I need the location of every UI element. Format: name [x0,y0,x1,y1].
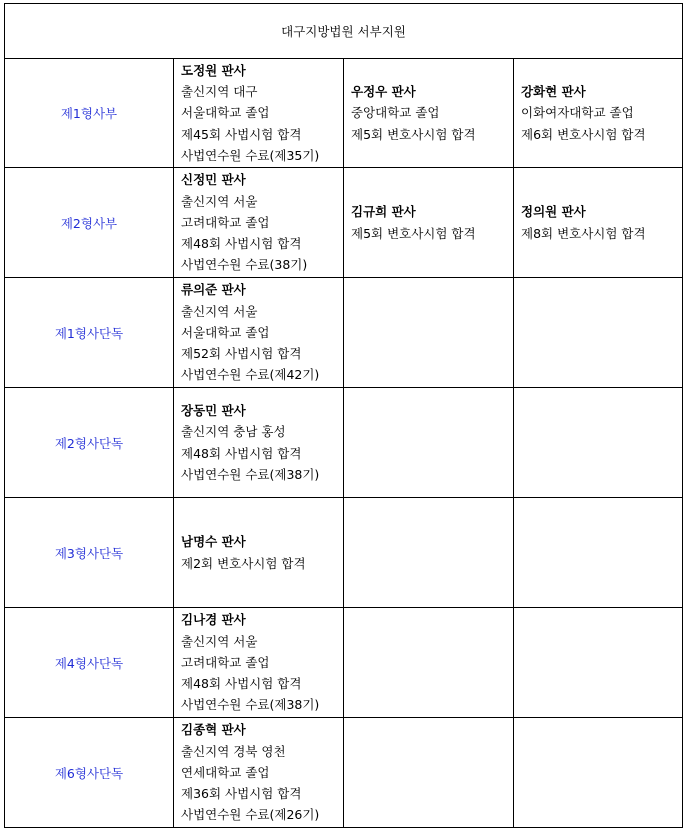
empty-cell [344,388,514,498]
judge-detail: 제5회 변호사시험 합격 [351,126,476,142]
table-row [5,498,683,608]
table-row [5,608,683,718]
title-row [5,4,683,59]
judge-cell [514,59,683,168]
judge-detail: 제8회 변호사시험 합격 [521,225,646,241]
empty-cell [344,608,514,718]
division-name: 제2형사부 [5,168,174,278]
judge-cell [174,168,344,278]
division-name: 제2형사단독 [5,388,174,498]
judge-cell [174,608,344,718]
judge-detail: 제45회 사법시험 합격 [181,126,302,142]
empty-cell [344,718,514,828]
judge-name: 김종혁 판사 [181,722,246,738]
empty-cell [514,608,683,718]
division-name: 제1형사단독 [5,278,174,388]
judge-name: 장동민 판사 [181,402,246,418]
division-name: 제1형사부 [5,59,174,168]
table-row [5,59,683,168]
empty-cell [344,498,514,608]
division-name: 제4형사단독 [5,608,174,718]
judge-detail: 사법연수원 수료(38기) [181,257,308,273]
judge-detail: 제5회 변호사시험 합격 [351,225,476,241]
judge-name: 류의준 판사 [181,282,246,298]
judge-detail: 제6회 변호사시험 합격 [521,126,646,142]
judge-detail: 출신지역 충남 홍성 [181,424,286,440]
judge-detail: 출신지역 서울 [181,193,258,209]
judge-detail: 이화여자대학교 졸업 [521,105,634,121]
judge-detail: 고려대학교 졸업 [181,214,270,230]
judge-name: 도정원 판사 [181,62,246,78]
judge-detail: 고려대학교 졸업 [181,654,270,670]
table-row [5,388,683,498]
judge-cell [174,498,344,608]
judge-roster-table [4,3,683,828]
empty-cell [514,278,683,388]
division-name: 제3형사단독 [5,498,174,608]
empty-cell [514,718,683,828]
judge-detail: 제52회 사법시험 합격 [181,346,302,362]
judge-detail: 제48회 사법시험 합격 [181,445,302,461]
judge-detail: 출신지역 서울 [181,633,258,649]
court-title: 대구지방법원 서부지원 [5,4,683,59]
judge-detail: 출신지역 대구 [181,84,258,100]
judge-detail: 중앙대학교 졸업 [351,105,440,121]
table-row [5,168,683,278]
division-name: 제6형사단독 [5,718,174,828]
judge-detail: 제36회 사법시험 합격 [181,786,302,802]
judge-detail: 사법연수원 수료(제38기) [181,466,320,482]
empty-cell [514,498,683,608]
judge-detail: 제2회 변호사시험 합격 [181,555,306,571]
empty-cell [514,388,683,498]
judge-name: 신정민 판사 [181,172,246,188]
judge-name: 정의원 판사 [521,204,586,220]
judge-name: 김나경 판사 [181,612,246,628]
judge-name: 김규희 판사 [351,204,416,220]
judge-name: 남명수 판사 [181,534,246,550]
judge-detail: 사법연수원 수료(제38기) [181,697,320,713]
judge-detail: 사법연수원 수료(제42기) [181,367,320,383]
judge-cell [344,168,514,278]
judge-name: 강화현 판사 [521,84,586,100]
empty-cell [344,278,514,388]
judge-cell [174,388,344,498]
judge-detail: 출신지역 서울 [181,303,258,319]
judge-cell [344,59,514,168]
judge-name: 우정우 판사 [351,84,416,100]
table-row [5,278,683,388]
judge-cell [174,59,344,168]
judge-cell [514,168,683,278]
judge-detail: 서울대학교 졸업 [181,105,270,121]
table-row [5,718,683,828]
judge-detail: 사법연수원 수료(제35기) [181,147,320,163]
judge-detail: 서울대학교 졸업 [181,324,270,340]
judge-cell [174,278,344,388]
judge-detail: 출신지역 경북 영천 [181,743,286,759]
judge-detail: 제48회 사법시험 합격 [181,236,302,252]
judge-detail: 제48회 사법시험 합격 [181,676,302,692]
judge-cell [174,718,344,828]
judge-detail: 사법연수원 수료(제26기) [181,807,320,823]
judge-detail: 연세대학교 졸업 [181,764,270,780]
